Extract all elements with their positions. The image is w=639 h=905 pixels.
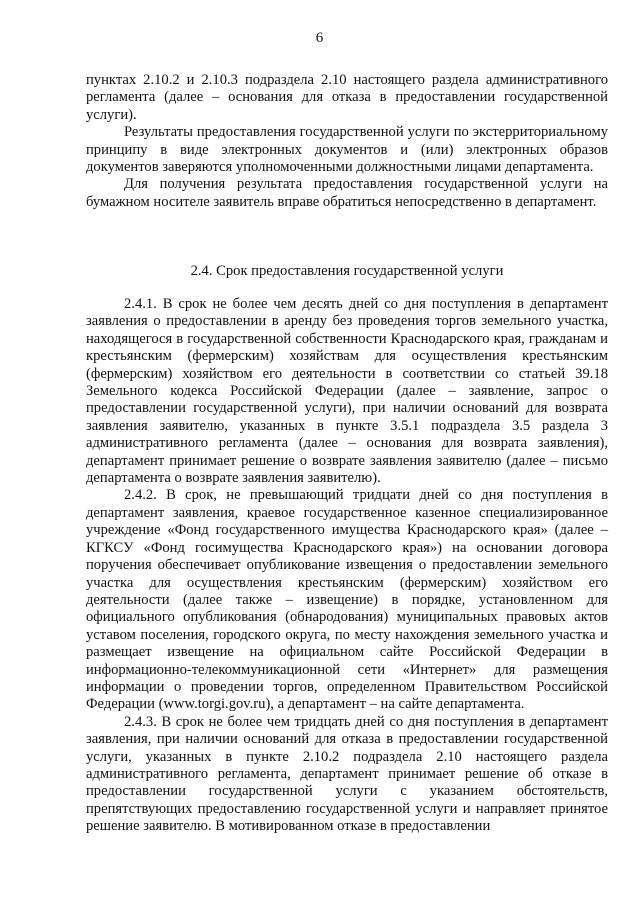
paragraph-continuation: пунктах 2.10.2 и 2.10.3 подраздела 2.10 настоящего раздела административного регламента (далее – основания для отказа в предоставлении государственной услуги). bbox=[86, 72, 608, 123]
paragraph-2-4-1: 2.4.1. В срок не более чем десять дней со дня поступления в департамент заявления о предоставлении в аренду без проведения торгов земельного участка, находящегося в государственной собственности Краснодарского края, гражданам и крестьянским (фермерским) хозяйствам для осуществления крестьянским (фермерским) хозяйством его деятельности в соответствии со статьей 39.18 Земельного кодекса Российской Федерации (далее – заявление, запрос о предоставлении государственной услуги), при наличии оснований для возврата заявления заявителю, указанных в пункте 3.5.1 подраздела 3.5 раздела 3 административного регламента (далее – основания для возврата заявления), департамент принимает решение о возврате заявления заявителю (далее – письмо департамента о возврате заявления заявителю). bbox=[86, 296, 608, 487]
section-heading: 2.4. Срок предоставления государственной услуги bbox=[190, 263, 504, 279]
paragraph-results: Результаты предоставления государственной услуги по экстерриториальному принципу в виде электронных документов и (или) электронных образов документов заверяются уполномоченными должностными лицами департамента. bbox=[86, 124, 608, 176]
paragraph-2-4-3: 2.4.3. В срок не более чем тридцать дней со дня поступления в департамент заявления, при наличии оснований для отказа в предоставлении государственной услуги, указанных в пункте 2.10.2 подраздела 2.10 настоящего раздела административного регламента, департамент принимает решение об отказе в предоставлении государственной услуги с указанием обстоятельств, препятствующих предоставлению государственной услуги и направляет принятое решение заявителю. В мотивированном отказе в предоставлении bbox=[86, 713, 608, 835]
section-body bbox=[86, 296, 608, 836]
page-number: 6 bbox=[315, 30, 324, 46]
paragraph-paper-result: Для получения результата предоставления государственной услуги на бумажном носителе заявитель вправе обратиться непосредственно в департамент. bbox=[86, 176, 608, 210]
intro-block bbox=[86, 72, 608, 211]
paragraph-2-4-2: 2.4.2. В срок, не превышающий тридцати дней со дня поступления в департамент заявления, краевое государственное казенное специализированное учреждение «Фонд государственного имущества Краснодарского края» (далее – КГКСУ «Фонд госимущества Краснодарского края») на основании договора поручения обеспечивает опубликование извещения о предоставлении земельного участка для осуществления крестьянским (фермерским) хозяйством его деятельности (далее также – извещение) в порядке, установленном для официального опубликования (обнародования) муниципальных правовых актов уставом поселения, городского округа, по месту нахождения земельного участка и размещает извещение на официальном сайте Российской Федерации в информационно-телекоммуникационной сети «Интернет» для размещения информации о проведении торгов, определенном Правительством Российской Федерации (www.torgi.gov.ru), а департамент – на сайте департамента. bbox=[86, 487, 608, 713]
